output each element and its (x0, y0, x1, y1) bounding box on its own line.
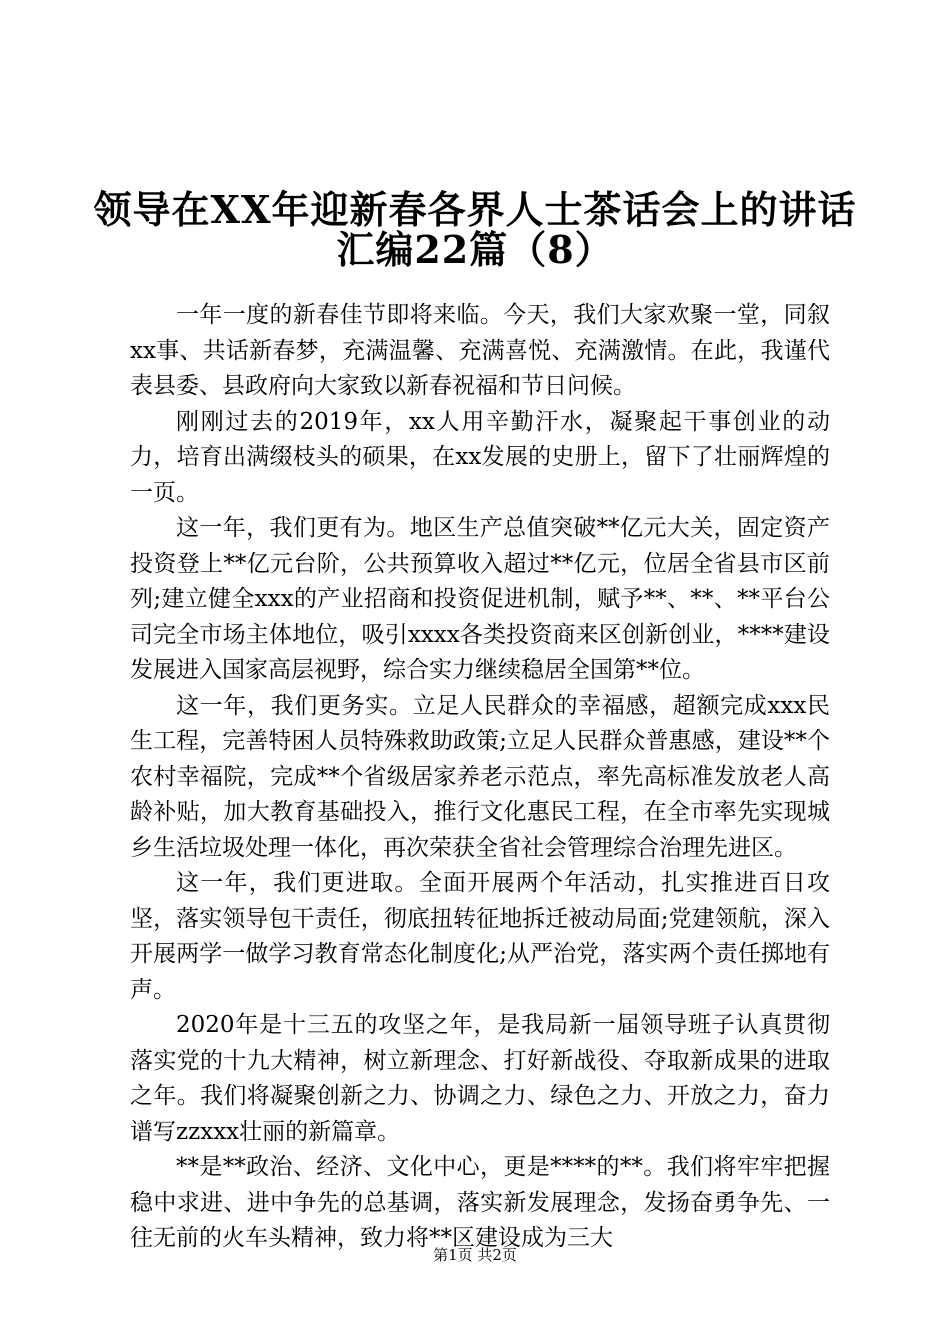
paragraph: **是**政治、经济、文化中心，更是****的**。我们将牢牢把握稳中求进、进中争先的总基调，落实新发展理念，发扬奋勇争先、一往无前的火车头精神，致力将**区建设成为三大 (130, 1154, 830, 1251)
paragraph: 一年一度的新春佳节即将来临。今天，我们大家欢聚一堂，同叙xx事、共话新春梦，充满温馨、充满喜悦、充满激情。在此，我谨代表县委、县政府向大家致以新春祝福和节日问候。 (130, 302, 830, 399)
page-number-footer: 第1页 共2页 (433, 1246, 517, 1264)
paragraph: 这一年，我们更有为。地区生产总值突破**亿元大关，固定资产投资登上**亿元台阶，公共预算收入超过**亿元，位居全省县市区前列;建立健全xxx的产业招商和投资促进机制，赋予**、**、**平台公司完全市场主体地位，吸引xxxx各类投资商来区创新创业，****建设发展进入国家高层视野，综合实力继续稳居全国第**位。 (130, 515, 830, 683)
paragraph: 这一年，我们更进取。全面开展两个年活动，扎实推进百日攻坚，落实领导包干责任，彻底扭转征地拆迁被动局面;党建领航，深入开展两学一做学习教育常态化制度化;从严治党，落实两个责任掷地有声。 (130, 870, 830, 1003)
document-title-line-1: 领导在XX年迎新春各界人士茶话会上的讲话 (93, 187, 857, 232)
paragraph: 这一年，我们更务实。立足人民群众的幸福感，超额完成xxx民生工程，完善特困人员特殊救助政策;立足人民群众普惠感，建设**个农村幸福院，完成**个省级居家养老示范点，率先高标准发放老人高龄补贴，加大教育基础投入，推行文化惠民工程，在全市率先实现城乡生活垃圾处理一体化，再次荣获全省社会管理综合治理先进区。 (130, 692, 830, 861)
paragraph: 刚刚过去的2019年，xx人用辛勤汗水，凝聚起干事创业的动力，培育出满缀枝头的硕果，在xx发展的史册上，留下了壮丽辉煌的一页。 (130, 408, 830, 506)
document-title-line-2: 汇编22篇（8） (336, 227, 614, 272)
paragraph: 2020年是十三五的攻坚之年，是我局新一届领导班子认真贯彻落实党的十九大精神，树立新理念、打好新战役、夺取新成果的进取之年。我们将凝聚创新之力、协调之力、绿色之力、开放之力，奋力谱写zzxxx壮丽的新篇章。 (130, 1012, 830, 1145)
document-body (130, 298, 830, 1257)
